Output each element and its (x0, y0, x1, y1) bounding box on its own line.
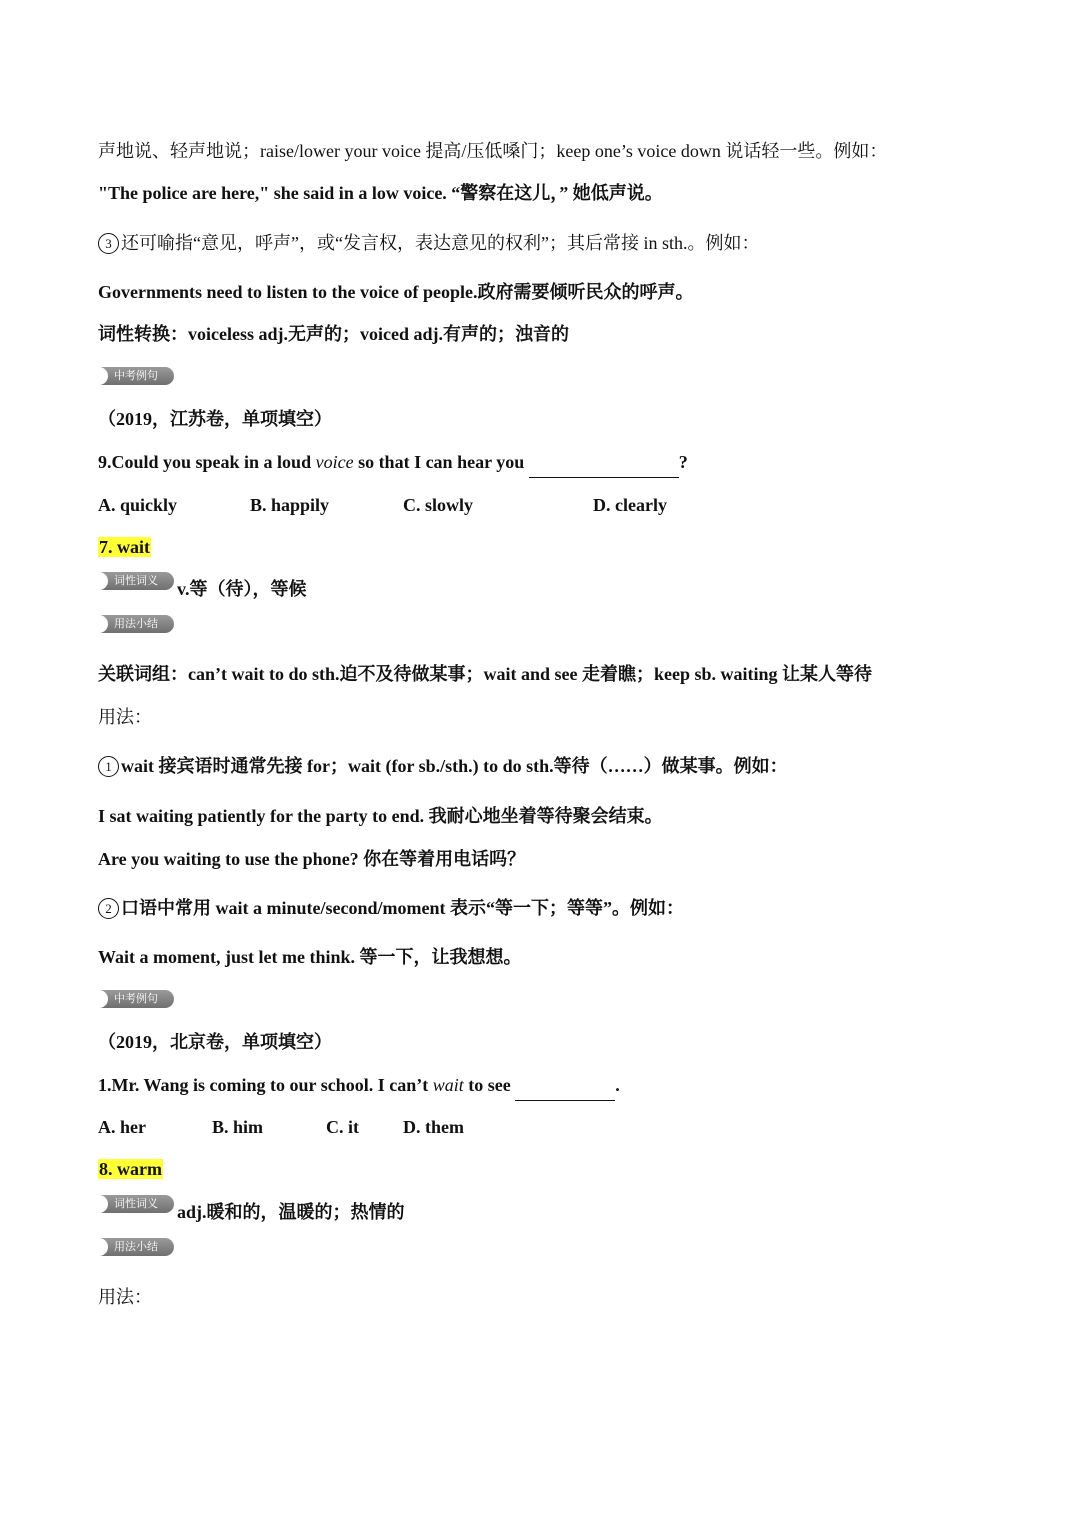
circled-number: 1 (98, 756, 119, 777)
meaning-text: v.等（待），等候 (177, 579, 307, 599)
example-text: Governments need to listen to the voice of people.政府需要倾听民众的呼声。 (98, 282, 694, 302)
option-a: A. quickly (98, 495, 178, 515)
word-forms-line (98, 321, 569, 347)
question-source (98, 406, 332, 432)
usage-text: 还可喻指“意见，呼声”，或“发言权，表达意见的权利”；其后常接 in sth.。例如： (121, 233, 760, 253)
part-of-speech-tag: 词性词义 (98, 572, 174, 590)
answer-options (98, 492, 798, 518)
option-c: C. it (326, 1117, 359, 1137)
answer-blank (529, 451, 679, 478)
usage-text: 口语中常用 wait a minute/second/moment 表示“等一下；等等”。例如： (121, 898, 684, 918)
usage-summary-tag: 用法小结 (98, 615, 174, 633)
option-c: C. slowly (403, 495, 474, 515)
example-sentence (98, 944, 521, 970)
stem-part: 1.Mr. Wang is coming to our school. I can’t (98, 1075, 433, 1095)
usage-label-text: 用法： (98, 707, 152, 727)
word-heading (98, 534, 151, 560)
stem-keyword: wait (432, 1075, 464, 1095)
question-source (98, 1029, 332, 1055)
usage-label (98, 704, 152, 730)
answer-blank (515, 1074, 615, 1101)
word-meaning (177, 576, 307, 602)
word-meaning (177, 1199, 405, 1225)
option-d: D. them (403, 1117, 464, 1137)
stem-part: to see (463, 1075, 516, 1095)
circled-number: 2 (98, 898, 119, 919)
usage-label-text: 用法： (98, 1287, 152, 1307)
usage-text: wait 接宾语时通常先接 for；wait (for sb./sth.) to do sth.等待（……）做某事。例如： (121, 756, 788, 776)
example-text: Are you waiting to use the phone? 你在等着用电话吗？ (98, 849, 526, 869)
phrases-text: 关联词组：can’t wait to do sth.迫不及待做某事；wait and see 走着瞧；keep sb. waiting 让某人等待 (98, 664, 873, 684)
stem-part: 9.Could you speak in a loud (98, 452, 316, 472)
option-b: B. him (212, 1117, 264, 1137)
example-sentence (98, 180, 663, 206)
part-of-speech-tag: 词性词义 (98, 1195, 174, 1213)
option-a: A. her (98, 1117, 146, 1137)
option-b: B. happily (250, 495, 330, 515)
text-line (98, 138, 887, 164)
stem-keyword: voice (315, 452, 354, 472)
example-sentence (98, 803, 663, 829)
example-text: Wait a moment, just let me think. 等一下，让我想想。 (98, 947, 522, 967)
source-text: （2019，北京卷，单项填空） (98, 1032, 332, 1052)
example-text: "The police are here," she said in a low voice. “警察在这儿，” 她低声说。 (98, 183, 663, 203)
usage-summary-tag: 用法小结 (98, 1238, 174, 1256)
word-heading (98, 1156, 163, 1182)
example-text: I sat waiting patiently for the party to end. 我耐心地坐着等待聚会结束。 (98, 806, 663, 826)
stem-end: ? (678, 452, 688, 472)
word-forms-text: 词性转换：voiceless adj.无声的；voiced adj.有声的；浊音的 (98, 324, 569, 344)
example-sentence (98, 846, 525, 872)
usage-label (98, 1284, 152, 1310)
usage-point-3 (98, 230, 759, 256)
word-heading-text: 8. warm (99, 1159, 162, 1179)
voice-idioms-text: 声地说、轻声地说；raise/lower your voice 提高/压低嗓门；keep one’s voice down 说话轻一些。例如： (98, 141, 888, 161)
stem-end: . (615, 1075, 620, 1095)
usage-point-1 (98, 753, 788, 779)
exam-example-tag: 中考例句 (98, 367, 174, 385)
meaning-text: adj.暖和的，温暖的；热情的 (177, 1202, 405, 1222)
question-stem (98, 449, 688, 478)
related-phrases (98, 661, 872, 687)
circled-number: 3 (98, 233, 119, 254)
answer-options (98, 1114, 598, 1140)
question-stem (98, 1072, 620, 1101)
usage-point-2 (98, 895, 684, 921)
option-d: D. clearly (593, 495, 667, 515)
exam-example-tag: 中考例句 (98, 990, 174, 1008)
word-heading-text: 7. wait (99, 537, 150, 557)
stem-part: so that I can hear you (353, 452, 529, 472)
source-text: （2019，江苏卷，单项填空） (98, 409, 332, 429)
example-sentence (98, 279, 693, 305)
